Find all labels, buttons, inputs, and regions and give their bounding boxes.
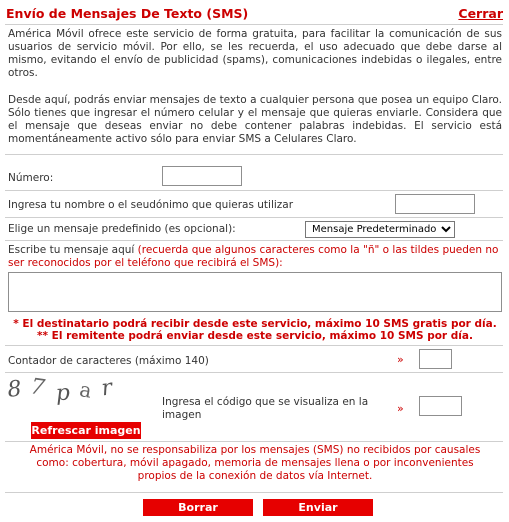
predefined-label: Elige un mensaje predefinido (es opcional):: [8, 223, 236, 235]
predefined-message-select[interactable]: [305, 221, 455, 238]
divider: [5, 441, 503, 442]
captcha-prompt: Ingresa el código que se visualiza en la imagen: [162, 396, 369, 421]
captcha-graphic: [6, 374, 126, 406]
divider: [5, 24, 503, 25]
message-hint: (recuerda que algunos caracteres como la "ñ" o las tildes pueden no ser reconocidos por el teléfono que recibirá el SMS):: [8, 244, 499, 269]
notice-recipient: * El destinatario podrá recibir desde este servicio, máximo 10 SMS gratis por día.: [13, 318, 497, 330]
message-textarea[interactable]: [8, 272, 502, 312]
divider: [5, 372, 503, 373]
message-label: Escribe tu mensaje aquí: [8, 244, 135, 256]
captcha-input[interactable]: [419, 396, 462, 416]
number-input[interactable]: [162, 166, 242, 186]
disclaimer-text: América Móvil, no se responsabiliza por los mensajes (SMS) no recibidos por causales como: cobertura, móvil apagado, memoria de mensajes llena o por inconvenientes propios de la conexión de datos vía Internet.: [29, 444, 481, 482]
message-label-block: [8, 244, 502, 270]
send-button[interactable]: Enviar: [263, 499, 373, 516]
counter-label: Contador de caracteres (máximo 140): [8, 355, 209, 367]
divider: [5, 240, 503, 241]
captcha-image: [6, 374, 126, 406]
name-input[interactable]: [395, 194, 475, 214]
char-counter-input[interactable]: [419, 349, 452, 369]
name-label: Ingresa tu nombre o el seudónimo que quieras utilizar: [8, 199, 294, 211]
page-title: Envío de Mensajes De Texto (SMS): [6, 6, 249, 21]
divider: [5, 154, 503, 155]
captcha-char: r: [99, 375, 114, 402]
arrow-icon: »: [397, 353, 404, 366]
divider: [5, 217, 503, 218]
divider: [5, 492, 503, 493]
intro-text: América Móvil ofrece este servicio de forma gratuita, para facilitar la comunicación de sus usuarios de servicio móvil. Por ello, se les recuerda, el uso adecuado que debe darse al mismo, evitando el envío de publicidad (spams), comunicaciones indebidas o ilegales, entre otros.: [8, 28, 502, 79]
divider: [5, 190, 503, 191]
refresh-captcha-button[interactable]: Refrescar imagen: [31, 424, 141, 437]
divider: [5, 345, 503, 346]
number-label: Número:: [8, 172, 54, 184]
notice-sender: ** El remitente podrá enviar desde este servicio, máximo 10 SMS por día.: [37, 330, 473, 342]
close-link[interactable]: Cerrar: [458, 6, 503, 21]
reset-button[interactable]: Borrar: [143, 499, 253, 516]
arrow-icon: »: [397, 402, 404, 415]
captcha-char: 7: [28, 374, 47, 402]
captcha-char: a: [77, 377, 94, 403]
captcha-char: p: [54, 380, 71, 406]
info-text: Desde aquí, podrás enviar mensajes de texto a cualquier persona que posea un equipo Claro. Sólo tienes que ingresar el número celular y el mensaje que quieras enviarle. Considera que el mensaje que deseas enviar no debe contener palabras indebidas. El servicio está momentáneamente activo sólo para enviar SMS a Celulares Claro.: [8, 94, 502, 145]
captcha-char: 8: [6, 376, 23, 403]
